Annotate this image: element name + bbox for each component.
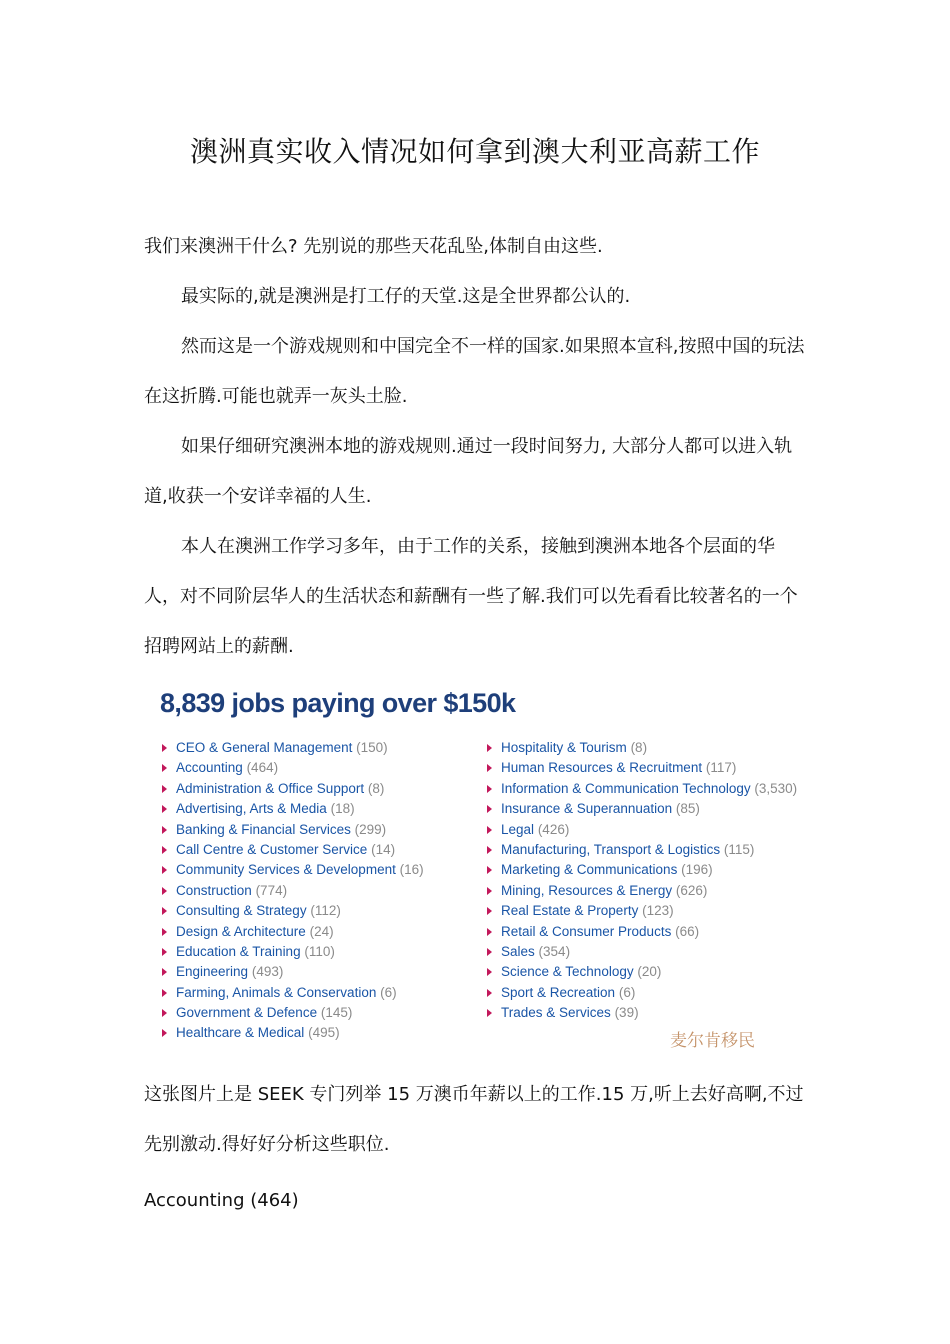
job-category-link[interactable]: Retail & Consumer Products: [501, 923, 672, 939]
job-category-link[interactable]: Science & Technology: [501, 964, 634, 980]
job-category-link[interactable]: Consulting & Strategy: [176, 903, 307, 919]
job-category-link[interactable]: Information & Communication Technology: [501, 780, 751, 796]
triangle-right-icon: [162, 744, 167, 752]
job-category-count: (117): [705, 760, 737, 776]
job-category-count: (3,530): [754, 780, 798, 796]
job-category-item[interactable]: [162, 983, 424, 1003]
job-category-count: (6): [380, 984, 397, 1000]
job-category-link[interactable]: Banking & Financial Services: [176, 821, 351, 837]
job-category-count: (145): [320, 1005, 353, 1021]
job-category-item[interactable]: [162, 881, 424, 901]
job-category-link[interactable]: Human Resources & Recruitment: [501, 760, 703, 776]
job-category-count: (426): [537, 821, 570, 837]
job-category-item[interactable]: [487, 779, 797, 799]
triangle-right-icon: [487, 887, 492, 895]
job-category-count: (110): [304, 943, 335, 959]
paragraph-2-text: 最实际的,就是澳洲是打工仔的天堂.这是全世界都公认的.: [181, 286, 631, 307]
job-category-item[interactable]: [487, 758, 797, 778]
triangle-right-icon: [487, 948, 492, 956]
job-category-item[interactable]: [162, 901, 424, 921]
job-category-item[interactable]: [487, 820, 797, 840]
job-category-link[interactable]: Education & Training: [176, 943, 301, 959]
job-category-count: (112): [310, 903, 341, 919]
triangle-right-icon: [487, 805, 492, 813]
paragraph-3-text: 然而这是一个游戏规则和中国完全不一样的国家.如果照本宣科,按照中国的玩法在这折腾.可能也就弄一灰头土脸.: [144, 336, 805, 407]
job-category-item[interactable]: [487, 1003, 797, 1023]
triangle-right-icon: [162, 989, 167, 997]
triangle-right-icon: [162, 948, 167, 956]
job-category-item[interactable]: [487, 881, 797, 901]
triangle-right-icon: [162, 968, 167, 976]
job-category-count: (66): [675, 923, 700, 939]
job-category-link[interactable]: Advertising, Arts & Media: [176, 801, 327, 817]
job-category-link[interactable]: Community Services & Development: [176, 862, 396, 878]
job-category-item[interactable]: [487, 840, 797, 860]
triangle-right-icon: [162, 846, 167, 854]
job-category-count: (196): [681, 862, 713, 878]
triangle-right-icon: [162, 866, 167, 874]
job-category-link[interactable]: Healthcare & Medical: [176, 1025, 305, 1041]
job-category-link[interactable]: CEO & General Management: [176, 740, 353, 755]
job-category-item[interactable]: [162, 738, 424, 758]
job-category-item[interactable]: [162, 922, 424, 942]
job-category-item[interactable]: [162, 1023, 424, 1043]
job-category-count: (123): [642, 903, 674, 919]
job-category-count: (150): [356, 740, 388, 755]
job-category-link[interactable]: Sales: [501, 943, 535, 959]
job-category-count: (18): [330, 801, 355, 817]
job-category-link[interactable]: Design & Architecture: [176, 923, 306, 939]
job-category-count: (16): [399, 862, 424, 878]
job-category-count: (39): [614, 1005, 639, 1021]
page-title: 澳洲真实收入情况如何拿到澳大利亚高薪工作: [189, 135, 760, 168]
job-category-link[interactable]: Sport & Recreation: [501, 984, 616, 1000]
job-category-link[interactable]: Insurance & Superannuation: [501, 801, 673, 817]
job-category-item[interactable]: [487, 860, 797, 880]
job-category-list-left: [162, 738, 424, 1044]
job-category-count: (299): [354, 821, 387, 837]
job-category-link[interactable]: Real Estate & Property: [501, 903, 639, 919]
paragraph-3: [144, 322, 808, 422]
paragraph-after-figure: 这张图片上是 SEEK 专门列举 15 万澳币年薪以上的工作.15 万,听上去好高啊,不过先别激动.得好好分析这些职位.: [144, 1084, 804, 1155]
figure-title: 8,839 jobs paying over $150k: [160, 688, 516, 718]
job-category-item[interactable]: [162, 758, 424, 778]
job-category-link[interactable]: Hospitality & Tourism: [501, 740, 627, 755]
triangle-right-icon: [487, 846, 492, 854]
job-category-count: (85): [675, 801, 700, 817]
triangle-right-icon: [487, 968, 492, 976]
triangle-right-icon: [162, 887, 167, 895]
job-category-count: (115): [723, 841, 755, 857]
triangle-right-icon: [162, 764, 167, 772]
triangle-right-icon: [487, 866, 492, 874]
job-category-count: (20): [637, 964, 662, 980]
job-category-link[interactable]: Government & Defence: [176, 1005, 318, 1021]
job-category-count: (626): [675, 882, 708, 898]
triangle-right-icon: [487, 744, 492, 752]
job-category-link[interactable]: Legal: [501, 821, 535, 837]
paragraph-4-text: 如果仔细研究澳洲本地的游戏规则.通过一段时间努力, 大部分人都可以进入轨道,收获一个安详幸福的人生.: [144, 436, 793, 507]
job-category-count: (774): [255, 882, 288, 898]
job-category-item[interactable]: [162, 799, 424, 819]
triangle-right-icon: [162, 1009, 167, 1017]
paragraph-1: 我们来澳洲干什么? 先别说的那些天花乱坠,体制自由这些.: [144, 236, 603, 257]
job-category-item[interactable]: [487, 901, 797, 921]
job-category-link[interactable]: Construction: [176, 882, 252, 898]
job-category-item[interactable]: [487, 922, 797, 942]
triangle-right-icon: [487, 785, 492, 793]
triangle-right-icon: [162, 785, 167, 793]
job-category-count: (14): [371, 841, 396, 857]
triangle-right-icon: [162, 907, 167, 915]
job-category-count: (493): [251, 964, 284, 980]
triangle-right-icon: [162, 826, 167, 834]
job-category-count: (8): [630, 740, 648, 755]
watermark-logo: 麦尔肯移民: [670, 1031, 755, 1051]
job-category-item[interactable]: [487, 942, 797, 962]
job-category-count: (8): [367, 780, 385, 796]
paragraph-4: [144, 422, 808, 522]
triangle-right-icon: [162, 805, 167, 813]
job-category-link[interactable]: Mining, Resources & Energy: [501, 882, 673, 898]
job-category-count: (464): [246, 760, 279, 776]
job-category-item[interactable]: [487, 962, 797, 982]
job-category-count: (354): [538, 943, 571, 959]
paragraph-2: [144, 272, 808, 322]
job-category-item[interactable]: [162, 840, 424, 860]
triangle-right-icon: [162, 928, 167, 936]
triangle-right-icon: [487, 764, 492, 772]
paragraph-5-text: 本人在澳洲工作学习多年，由于工作的关系，接触到澳洲本地各个层面的华人，对不同阶层华人的生活状态和薪酬有一些了解.我们可以先看看比较著名的一个招聘网站上的薪酬.: [144, 536, 798, 657]
job-category-item[interactable]: [487, 799, 797, 819]
triangle-right-icon: [487, 989, 492, 997]
triangle-right-icon: [487, 1009, 492, 1017]
job-category-link[interactable]: Manufacturing, Transport & Logistics: [501, 841, 721, 857]
job-category-link[interactable]: Engineering: [176, 964, 249, 980]
section-heading: Accounting (464): [144, 1190, 299, 1211]
job-category-count: (495): [308, 1025, 340, 1041]
job-category-item[interactable]: [487, 738, 797, 758]
triangle-right-icon: [487, 826, 492, 834]
job-category-item[interactable]: [162, 962, 424, 982]
triangle-right-icon: [487, 928, 492, 936]
paragraph-5: [144, 522, 808, 672]
job-category-link[interactable]: Call Centre & Customer Service: [176, 841, 368, 857]
job-category-item[interactable]: [162, 1003, 424, 1023]
triangle-right-icon: [162, 1029, 167, 1037]
job-category-link[interactable]: Farming, Animals & Conservation: [176, 984, 377, 1000]
triangle-right-icon: [487, 907, 492, 915]
job-category-link[interactable]: Marketing & Communications: [501, 862, 678, 878]
job-category-item[interactable]: [162, 779, 424, 799]
job-category-link[interactable]: Trades & Services: [501, 1005, 611, 1021]
job-category-item[interactable]: [487, 983, 797, 1003]
job-category-item[interactable]: [162, 942, 424, 962]
job-category-link[interactable]: Administration & Office Support: [176, 780, 365, 796]
job-category-list-right: [487, 738, 797, 1023]
job-category-item[interactable]: [162, 860, 424, 880]
job-category-count: (6): [618, 984, 636, 1000]
job-category-item[interactable]: [162, 820, 424, 840]
job-category-link[interactable]: Accounting: [176, 760, 243, 776]
job-category-count: (24): [309, 923, 334, 939]
seek-jobs-figure: [150, 680, 810, 1052]
